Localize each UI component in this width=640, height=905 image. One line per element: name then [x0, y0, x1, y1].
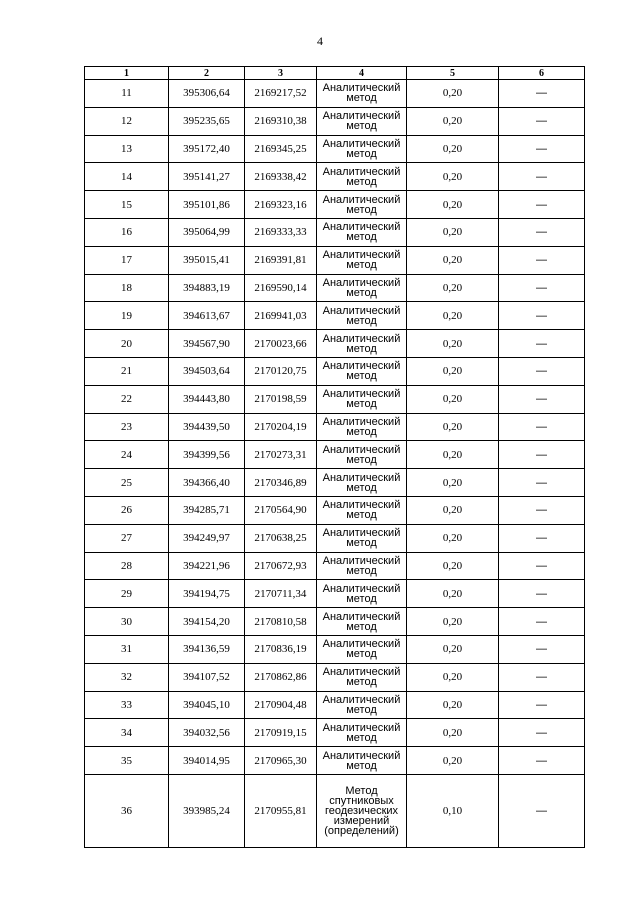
point-number-cell: 11: [85, 80, 169, 108]
method-cell: [317, 330, 407, 358]
point-number-cell: 32: [85, 663, 169, 691]
y-coordinate-cell: 2170204,19: [245, 413, 317, 441]
method-line: метод: [346, 537, 377, 550]
accuracy-cell: 0,20: [407, 608, 499, 636]
accuracy-cell: 0,20: [407, 441, 499, 469]
method-line: геодезических: [324, 804, 399, 817]
method-line: Аналитический: [322, 360, 401, 373]
note-cell: —: [499, 691, 585, 719]
method-line: метод: [346, 120, 377, 133]
method-cell: [317, 302, 407, 330]
method-cell: [317, 663, 407, 691]
accuracy-cell: 0,20: [407, 747, 499, 775]
point-number-cell: 36: [85, 774, 169, 847]
table-row: [85, 663, 585, 691]
x-coordinate-cell: 394503,64: [169, 357, 245, 385]
table-row: [85, 580, 585, 608]
method-line: метод: [346, 398, 377, 411]
x-coordinate-cell: 394567,90: [169, 330, 245, 358]
y-coordinate-cell: 2170346,89: [245, 469, 317, 497]
point-number-cell: 26: [85, 496, 169, 524]
accuracy-cell: 0,20: [407, 274, 499, 302]
point-number-cell: 34: [85, 719, 169, 747]
accuracy-cell: 0,20: [407, 719, 499, 747]
note-cell: —: [499, 580, 585, 608]
method-line: Аналитический: [322, 221, 401, 234]
method-line: Метод: [345, 784, 378, 797]
method-cell: [317, 441, 407, 469]
x-coordinate-cell: 394045,10: [169, 691, 245, 719]
method-cell: [317, 691, 407, 719]
method-cell: [317, 469, 407, 497]
method-line: Аналитический: [322, 388, 401, 401]
method-line: (определений): [324, 824, 399, 837]
y-coordinate-cell: 2170120,75: [245, 357, 317, 385]
method-cell: [317, 635, 407, 663]
accuracy-cell: 0,20: [407, 330, 499, 358]
method-cell: [317, 218, 407, 246]
method-line: Аналитический: [322, 249, 401, 262]
table-row: [85, 774, 585, 847]
y-coordinate-cell: 2170273,31: [245, 441, 317, 469]
table-row: [85, 524, 585, 552]
y-coordinate-cell: 2169941,03: [245, 302, 317, 330]
method-line: Аналитический: [322, 332, 401, 345]
point-number-cell: 31: [85, 635, 169, 663]
y-coordinate-cell: 2170919,15: [245, 719, 317, 747]
x-coordinate-cell: 394443,80: [169, 385, 245, 413]
table-row: [85, 163, 585, 191]
note-cell: —: [499, 330, 585, 358]
table-row: [85, 107, 585, 135]
coordinates-table: [84, 66, 585, 848]
point-number-cell: 16: [85, 218, 169, 246]
accuracy-cell: 0,20: [407, 302, 499, 330]
method-line: Аналитический: [322, 82, 401, 95]
method-line: Аналитический: [322, 304, 401, 317]
y-coordinate-cell: 2169310,38: [245, 107, 317, 135]
method-line: метод: [346, 342, 377, 355]
table-row: [85, 719, 585, 747]
method-line: Аналитический: [322, 527, 401, 540]
method-line: метод: [346, 759, 377, 772]
note-cell: —: [499, 218, 585, 246]
x-coordinate-cell: 394136,59: [169, 635, 245, 663]
table-row: [85, 330, 585, 358]
method-cell: [317, 496, 407, 524]
note-cell: —: [499, 552, 585, 580]
note-cell: —: [499, 357, 585, 385]
method-cell: [317, 107, 407, 135]
method-line: метод: [346, 147, 377, 160]
accuracy-cell: 0,20: [407, 80, 499, 108]
method-cell: [317, 246, 407, 274]
note-cell: —: [499, 413, 585, 441]
header-row: [85, 67, 585, 80]
method-cell: [317, 552, 407, 580]
method-line: метод: [346, 564, 377, 577]
y-coordinate-cell: 2170564,90: [245, 496, 317, 524]
x-coordinate-cell: 395235,65: [169, 107, 245, 135]
method-line: метод: [346, 509, 377, 522]
accuracy-cell: 0,20: [407, 496, 499, 524]
accuracy-cell: 0,20: [407, 218, 499, 246]
note-cell: —: [499, 80, 585, 108]
method-line: Аналитический: [322, 276, 401, 289]
accuracy-cell: 0,20: [407, 191, 499, 219]
method-line: метод: [346, 175, 377, 188]
table-row: [85, 608, 585, 636]
header-cell-3: 3: [245, 67, 317, 80]
x-coordinate-cell: 395306,64: [169, 80, 245, 108]
x-coordinate-cell: 394221,96: [169, 552, 245, 580]
y-coordinate-cell: 2169590,14: [245, 274, 317, 302]
y-coordinate-cell: 2169323,16: [245, 191, 317, 219]
accuracy-cell: 0,20: [407, 163, 499, 191]
accuracy-cell: 0,20: [407, 691, 499, 719]
method-line: метод: [346, 286, 377, 299]
table-header: [85, 67, 585, 80]
accuracy-cell: 0,20: [407, 552, 499, 580]
note-cell: —: [499, 274, 585, 302]
x-coordinate-cell: 394366,40: [169, 469, 245, 497]
note-cell: —: [499, 747, 585, 775]
x-coordinate-cell: 394249,97: [169, 524, 245, 552]
method-line: Аналитический: [322, 415, 401, 428]
point-number-cell: 14: [85, 163, 169, 191]
method-line: метод: [346, 231, 377, 244]
point-number-cell: 18: [85, 274, 169, 302]
point-number-cell: 24: [85, 441, 169, 469]
method-line: Аналитический: [322, 110, 401, 123]
table-row: [85, 496, 585, 524]
method-cell: [317, 191, 407, 219]
accuracy-cell: 0,10: [407, 774, 499, 847]
point-number-cell: 21: [85, 357, 169, 385]
y-coordinate-cell: 2169345,25: [245, 135, 317, 163]
y-coordinate-cell: 2170836,19: [245, 635, 317, 663]
method-line: метод: [346, 731, 377, 744]
table-row: [85, 218, 585, 246]
table-row: [85, 246, 585, 274]
x-coordinate-cell: 395064,99: [169, 218, 245, 246]
note-cell: —: [499, 608, 585, 636]
point-number-cell: 35: [85, 747, 169, 775]
y-coordinate-cell: 2170862,86: [245, 663, 317, 691]
header-cell-2: 2: [169, 67, 245, 80]
accuracy-cell: 0,20: [407, 135, 499, 163]
method-line: Аналитический: [322, 471, 401, 484]
accuracy-cell: 0,20: [407, 246, 499, 274]
method-line: Аналитический: [322, 137, 401, 150]
method-line: Аналитический: [322, 193, 401, 206]
note-cell: —: [499, 191, 585, 219]
table-row: [85, 302, 585, 330]
note-cell: —: [499, 107, 585, 135]
y-coordinate-cell: 2170023,66: [245, 330, 317, 358]
method-line: Аналитический: [322, 165, 401, 178]
point-number-cell: 12: [85, 107, 169, 135]
table-row: [85, 691, 585, 719]
x-coordinate-cell: 394032,56: [169, 719, 245, 747]
method-cell: [317, 747, 407, 775]
note-cell: —: [499, 635, 585, 663]
x-coordinate-cell: 394194,75: [169, 580, 245, 608]
accuracy-cell: 0,20: [407, 524, 499, 552]
accuracy-cell: 0,20: [407, 635, 499, 663]
method-line: Аналитический: [322, 638, 401, 651]
page-number: 4: [317, 34, 323, 48]
method-line: измерений: [333, 814, 390, 827]
note-cell: —: [499, 663, 585, 691]
method-cell: [317, 385, 407, 413]
table-row: [85, 80, 585, 108]
point-number-cell: 17: [85, 246, 169, 274]
method-line: метод: [346, 481, 377, 494]
method-cell: [317, 163, 407, 191]
x-coordinate-cell: 393985,24: [169, 774, 245, 847]
method-cell: [317, 413, 407, 441]
point-number-cell: 30: [85, 608, 169, 636]
note-cell: —: [499, 246, 585, 274]
x-coordinate-cell: 394439,50: [169, 413, 245, 441]
method-line: Аналитический: [322, 610, 401, 623]
point-number-cell: 22: [85, 385, 169, 413]
method-line: метод: [346, 203, 377, 216]
y-coordinate-cell: 2170638,25: [245, 524, 317, 552]
method-cell: [317, 774, 407, 847]
method-line: метод: [346, 676, 377, 689]
table-body: [85, 80, 585, 848]
y-coordinate-cell: 2170955,81: [245, 774, 317, 847]
accuracy-cell: 0,20: [407, 385, 499, 413]
point-number-cell: 25: [85, 469, 169, 497]
method-line: Аналитический: [322, 693, 401, 706]
method-line: метод: [346, 92, 377, 105]
method-cell: [317, 274, 407, 302]
point-number-cell: 15: [85, 191, 169, 219]
note-cell: —: [499, 524, 585, 552]
table-row: [85, 357, 585, 385]
note-cell: —: [499, 469, 585, 497]
accuracy-cell: 0,20: [407, 107, 499, 135]
accuracy-cell: 0,20: [407, 357, 499, 385]
note-cell: —: [499, 302, 585, 330]
table-row: [85, 747, 585, 775]
header-cell-5: 5: [407, 67, 499, 80]
y-coordinate-cell: 2170965,30: [245, 747, 317, 775]
method-line: метод: [346, 620, 377, 633]
x-coordinate-cell: 394154,20: [169, 608, 245, 636]
note-cell: —: [499, 496, 585, 524]
y-coordinate-cell: 2170810,58: [245, 608, 317, 636]
point-number-cell: 27: [85, 524, 169, 552]
method-line: Аналитический: [322, 749, 401, 762]
method-line: метод: [346, 703, 377, 716]
accuracy-cell: 0,20: [407, 469, 499, 497]
x-coordinate-cell: 394285,71: [169, 496, 245, 524]
method-line: метод: [346, 314, 377, 327]
method-line: метод: [346, 592, 377, 605]
method-line: метод: [346, 259, 377, 272]
y-coordinate-cell: 2170711,34: [245, 580, 317, 608]
y-coordinate-cell: 2169217,52: [245, 80, 317, 108]
method-cell: [317, 524, 407, 552]
point-number-cell: 29: [85, 580, 169, 608]
method-line: метод: [346, 453, 377, 466]
method-line: Аналитический: [322, 499, 401, 512]
header-cell-4: 4: [317, 67, 407, 80]
y-coordinate-cell: 2169333,33: [245, 218, 317, 246]
point-number-cell: 19: [85, 302, 169, 330]
accuracy-cell: 0,20: [407, 663, 499, 691]
method-cell: [317, 135, 407, 163]
method-cell: [317, 580, 407, 608]
y-coordinate-cell: 2170198,59: [245, 385, 317, 413]
table-row: [85, 413, 585, 441]
x-coordinate-cell: 395101,86: [169, 191, 245, 219]
note-cell: —: [499, 385, 585, 413]
table-row: [85, 191, 585, 219]
note-cell: —: [499, 135, 585, 163]
table-row: [85, 469, 585, 497]
point-number-cell: 33: [85, 691, 169, 719]
x-coordinate-cell: 394883,19: [169, 274, 245, 302]
x-coordinate-cell: 394107,52: [169, 663, 245, 691]
note-cell: —: [499, 774, 585, 847]
method-line: спутниковых: [329, 794, 394, 807]
method-line: Аналитический: [322, 666, 401, 679]
x-coordinate-cell: 394014,95: [169, 747, 245, 775]
method-cell: [317, 357, 407, 385]
x-coordinate-cell: 395172,40: [169, 135, 245, 163]
y-coordinate-cell: 2170904,48: [245, 691, 317, 719]
method-cell: [317, 608, 407, 636]
point-number-cell: 20: [85, 330, 169, 358]
x-coordinate-cell: 395141,27: [169, 163, 245, 191]
method-line: метод: [346, 648, 377, 661]
y-coordinate-cell: 2169338,42: [245, 163, 317, 191]
table-row: [85, 135, 585, 163]
method-line: Аналитический: [322, 443, 401, 456]
header-cell-6: 6: [499, 67, 585, 80]
y-coordinate-cell: 2170672,93: [245, 552, 317, 580]
note-cell: —: [499, 163, 585, 191]
method-line: Аналитический: [322, 554, 401, 567]
method-cell: [317, 719, 407, 747]
table-row: [85, 274, 585, 302]
method-line: Аналитический: [322, 582, 401, 595]
point-number-cell: 28: [85, 552, 169, 580]
method-line: метод: [346, 425, 377, 438]
x-coordinate-cell: 394613,67: [169, 302, 245, 330]
method-line: Аналитический: [322, 721, 401, 734]
accuracy-cell: 0,20: [407, 413, 499, 441]
x-coordinate-cell: 394399,56: [169, 441, 245, 469]
header-cell-1: 1: [85, 67, 169, 80]
note-cell: —: [499, 719, 585, 747]
note-cell: —: [499, 441, 585, 469]
accuracy-cell: 0,20: [407, 580, 499, 608]
y-coordinate-cell: 2169391,81: [245, 246, 317, 274]
table-row: [85, 635, 585, 663]
point-number-cell: 13: [85, 135, 169, 163]
table-row: [85, 385, 585, 413]
method-line: метод: [346, 370, 377, 383]
x-coordinate-cell: 395015,41: [169, 246, 245, 274]
method-cell: [317, 80, 407, 108]
table-row: [85, 552, 585, 580]
point-number-cell: 23: [85, 413, 169, 441]
table-row: [85, 441, 585, 469]
